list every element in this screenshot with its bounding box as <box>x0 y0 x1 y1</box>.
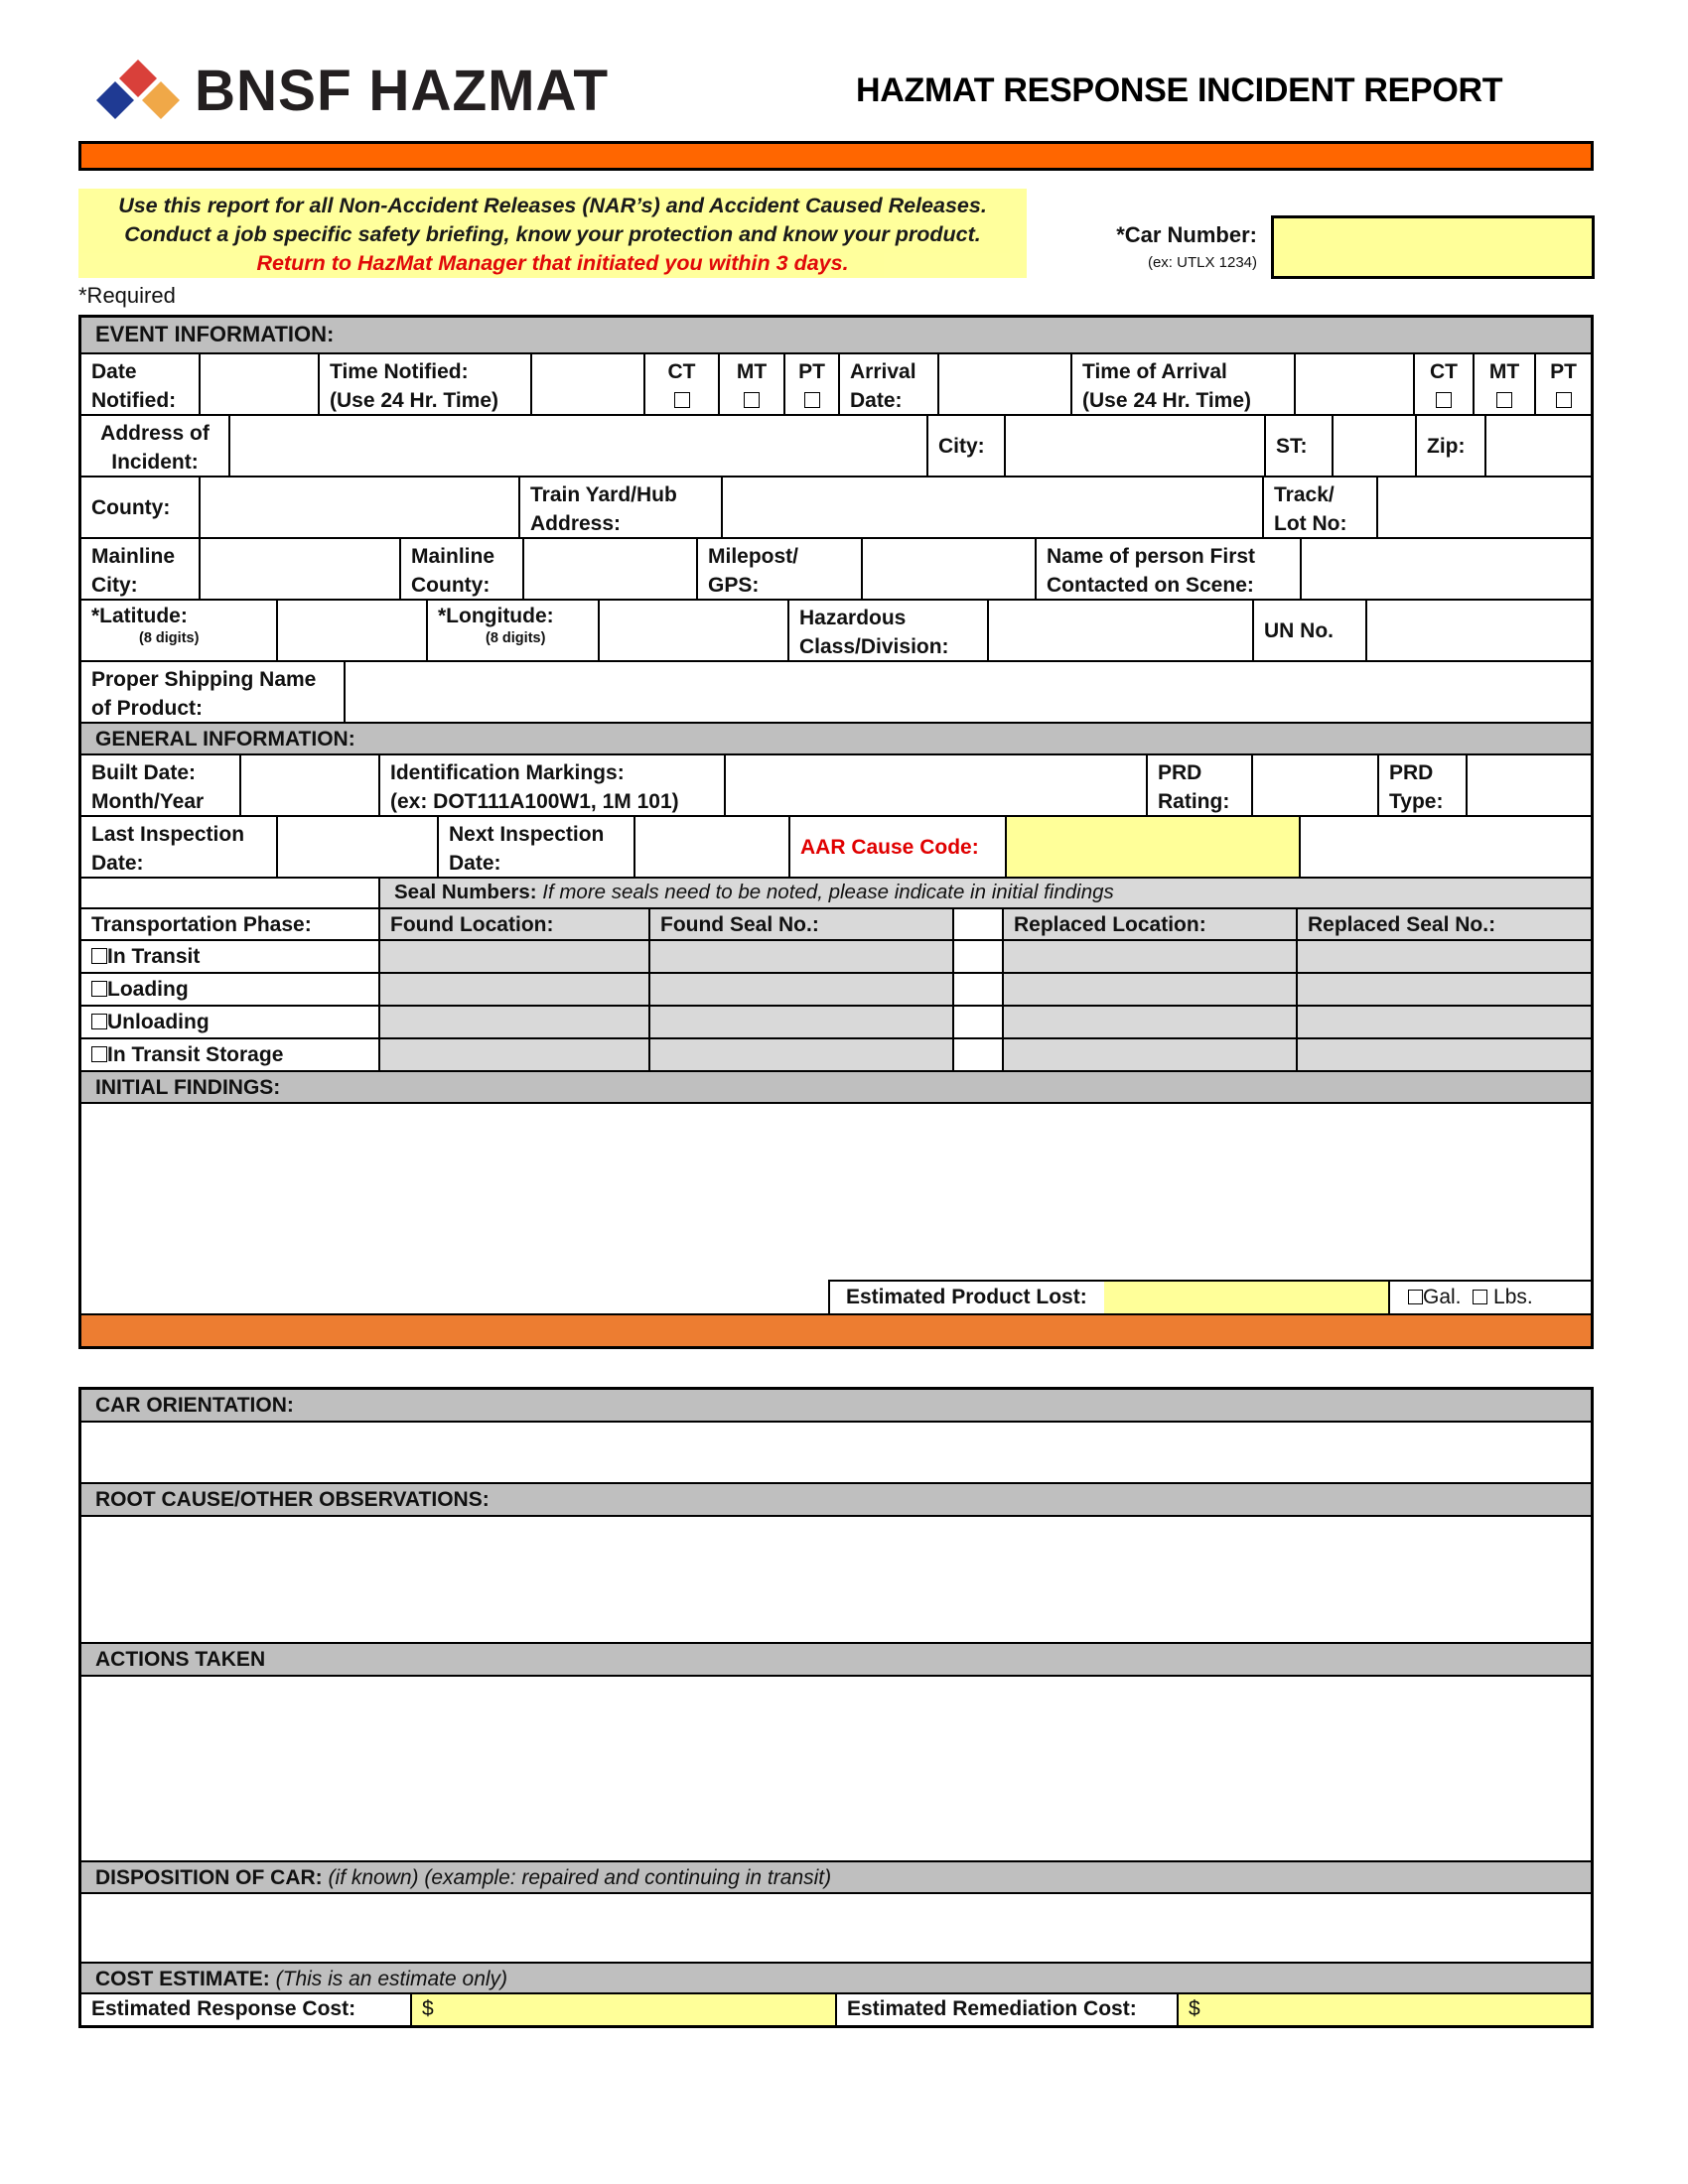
replaced-seal-input[interactable] <box>1298 941 1591 972</box>
phase-in-transit-storage[interactable]: In Transit Storage <box>81 1039 380 1070</box>
cost-row <box>81 1994 1591 2025</box>
transportation-phase-header: Transportation Phase: <box>81 909 380 939</box>
date-notified-label: Date Notified: <box>81 354 201 414</box>
time-notified-label: Time Notified: (Use 24 Hr. Time) <box>320 354 532 414</box>
phase-in-transit[interactable]: In Transit <box>81 941 380 972</box>
disposition-header: DISPOSITION OF CAR: (if known) (example: repaired and continuing in transit) <box>81 1862 1591 1894</box>
city-input[interactable] <box>1006 416 1266 476</box>
checkbox-icon[interactable] <box>804 392 820 408</box>
seal-row-in-transit-storage <box>81 1039 1591 1072</box>
seal-row-unloading <box>81 1007 1591 1039</box>
built-date-label: Built Date: Month/Year <box>81 755 241 815</box>
car-number-input[interactable] <box>1271 215 1595 279</box>
longitude-input[interactable] <box>600 601 789 660</box>
county-input[interactable] <box>201 478 520 537</box>
address-label: Address of Incident: <box>81 416 230 476</box>
actions-taken-input[interactable] <box>81 1677 1591 1862</box>
car-number-label: *Car Number: <box>1116 222 1257 247</box>
replaced-location-input[interactable] <box>1004 974 1298 1005</box>
arrival-tz-pt-option[interactable]: PT <box>1536 354 1591 414</box>
track-lot-label: Track/ Lot No: <box>1264 478 1378 537</box>
event-row-mainline <box>81 539 1591 601</box>
found-seal-input[interactable] <box>650 974 954 1005</box>
root-cause-header: ROOT CAUSE/OTHER OBSERVATIONS: <box>81 1484 1591 1517</box>
checkbox-icon[interactable] <box>91 1046 107 1062</box>
arrival-tz-mt-option[interactable]: MT <box>1475 354 1536 414</box>
event-row-county <box>81 478 1591 539</box>
aar-cause-code-input[interactable] <box>1007 817 1301 877</box>
seal-spacer <box>954 1007 1004 1037</box>
id-markings-label: Identification Markings: (ex: DOT111A100W1, 1M 101) <box>380 755 726 815</box>
st-input[interactable] <box>1334 416 1417 476</box>
product-lost-label: Estimated Product Lost: <box>846 1286 1087 1308</box>
seal-spacer <box>954 909 1004 939</box>
seal-spacer <box>954 941 1004 972</box>
mainline-city-label: Mainline City: <box>81 539 201 599</box>
mainline-county-input[interactable] <box>524 539 698 599</box>
found-location-input[interactable] <box>380 1007 650 1037</box>
prd-rating-label: PRD Rating: <box>1148 755 1253 815</box>
prd-type-input[interactable] <box>1468 755 1591 815</box>
seal-numbers-spacer <box>81 879 380 907</box>
train-yard-label: Train Yard/Hub Address: <box>520 478 723 537</box>
checkbox-lbs-icon[interactable] <box>1473 1290 1487 1304</box>
general-row-markings <box>81 755 1591 817</box>
time-arrival-input[interactable] <box>1296 354 1415 414</box>
found-seal-input[interactable] <box>650 1007 954 1037</box>
general-row-inspection <box>81 817 1591 879</box>
prd-rating-input[interactable] <box>1253 755 1379 815</box>
mainline-county-label: Mainline County: <box>401 539 524 599</box>
milepost-input[interactable] <box>863 539 1037 599</box>
instruction-line-3: Return to HazMat Manager that initiated you within 3 days. <box>256 251 849 275</box>
first-contact-input[interactable] <box>1302 539 1591 599</box>
event-row-dates <box>81 354 1591 416</box>
found-seal-input[interactable] <box>650 1039 954 1070</box>
product-lost-row <box>828 1280 1591 1313</box>
checkbox-gal-icon[interactable] <box>1408 1290 1423 1304</box>
last-inspection-input[interactable] <box>278 817 439 877</box>
instructions-box <box>78 189 1027 278</box>
un-no-input[interactable] <box>1367 601 1591 660</box>
response-cost-label: Estimated Response Cost: <box>81 1994 412 2025</box>
checkbox-icon[interactable] <box>91 948 107 964</box>
latitude-label: *Latitude: (8 digits) <box>81 601 278 660</box>
mainline-city-input[interactable] <box>201 539 401 599</box>
st-label: ST: <box>1266 416 1334 476</box>
shipping-name-label: Proper Shipping Name of Product: <box>81 662 346 722</box>
seal-row-in-transit <box>81 941 1591 974</box>
seal-row-loading <box>81 974 1591 1007</box>
observations-form <box>78 1387 1594 2028</box>
found-location-input[interactable] <box>380 941 650 972</box>
logo-text: BNSF HAZMAT <box>195 59 610 123</box>
first-contact-label: Name of person First Contacted on Scene: <box>1037 539 1302 599</box>
county-label: County: <box>81 478 201 537</box>
event-form <box>78 315 1594 1349</box>
bnsf-hazmat-logo-icon <box>95 60 185 125</box>
initial-findings-input[interactable] <box>81 1104 1591 1315</box>
seal-spacer <box>954 1039 1004 1070</box>
car-orientation-input[interactable] <box>81 1423 1591 1484</box>
found-location-header: Found Location: <box>380 909 650 939</box>
initial-findings-header: INITIAL FINDINGS: <box>81 1072 1591 1104</box>
seal-spacer <box>954 974 1004 1005</box>
event-row-coordinates <box>81 601 1591 662</box>
found-seal-header: Found Seal No.: <box>650 909 954 939</box>
replaced-location-input[interactable] <box>1004 1039 1298 1070</box>
phase-loading[interactable]: Loading <box>81 974 380 1005</box>
seal-numbers-header: Seal Numbers: If more seals need to be noted, please indicate in initial findings <box>380 879 1591 907</box>
replaced-seal-input[interactable] <box>1298 974 1591 1005</box>
cost-estimate-header: COST ESTIMATE: (This is an estimate only) <box>81 1964 1591 1994</box>
un-no-label: UN No. <box>1254 601 1367 660</box>
hazard-class-input[interactable] <box>989 601 1254 660</box>
required-note: *Required <box>78 283 176 308</box>
time-notified-input[interactable] <box>532 354 645 414</box>
checkbox-icon[interactable] <box>674 392 690 408</box>
header-orange-bar <box>78 141 1594 171</box>
checkbox-icon[interactable] <box>91 1014 107 1029</box>
hazard-class-label: Hazardous Class/Division: <box>789 601 989 660</box>
actions-taken-header: ACTIONS TAKEN <box>81 1644 1591 1677</box>
replaced-seal-input[interactable] <box>1298 1007 1591 1037</box>
checkbox-icon[interactable] <box>1436 392 1452 408</box>
built-date-input[interactable] <box>241 755 380 815</box>
replaced-seal-header: Replaced Seal No.: <box>1298 909 1591 939</box>
train-yard-input[interactable] <box>723 478 1264 537</box>
remediation-cost-label: Estimated Remediation Cost: <box>837 1994 1179 2025</box>
found-location-input[interactable] <box>380 974 650 1005</box>
latitude-input[interactable] <box>278 601 428 660</box>
address-input[interactable] <box>230 416 928 476</box>
checkbox-icon[interactable] <box>91 981 107 997</box>
tz-pt-option[interactable]: PT <box>785 354 840 414</box>
event-row-address <box>81 416 1591 478</box>
phase-unloading[interactable]: Unloading <box>81 1007 380 1037</box>
tz-mt-option[interactable]: MT <box>720 354 785 414</box>
event-row-shipping-name <box>81 662 1591 724</box>
aar-cause-code-label: AAR Cause Code: <box>790 817 1007 877</box>
tz-ct-option[interactable]: CT <box>645 354 720 414</box>
city-label: City: <box>928 416 1006 476</box>
next-inspection-label: Next Inspection Date: <box>439 817 635 877</box>
aar-cause-code-extra <box>1301 817 1591 877</box>
replaced-location-input[interactable] <box>1004 1007 1298 1037</box>
checkbox-icon[interactable] <box>1556 392 1572 408</box>
checkbox-icon[interactable] <box>744 392 760 408</box>
instruction-line-1: Use this report for all Non-Accident Releases (NAR’s) and Accident Caused Releases. <box>118 194 987 217</box>
replaced-location-input[interactable] <box>1004 941 1298 972</box>
seal-numbers-row <box>81 879 1591 909</box>
longitude-label: *Longitude: (8 digits) <box>428 601 600 660</box>
car-orientation-header: CAR ORIENTATION: <box>81 1390 1591 1423</box>
id-markings-input[interactable] <box>726 755 1148 815</box>
found-location-input[interactable] <box>380 1039 650 1070</box>
date-notified-input[interactable] <box>201 354 320 414</box>
last-inspection-label: Last Inspection Date: <box>81 817 278 877</box>
product-lost-input[interactable] <box>1104 1282 1390 1313</box>
page1-orange-footer-bar <box>81 1315 1591 1346</box>
zip-input[interactable] <box>1486 416 1591 476</box>
remediation-cost-input[interactable]: $ <box>1179 1994 1591 2025</box>
product-lost-units: Gal. Lbs. <box>1390 1282 1591 1313</box>
shipping-name-input[interactable] <box>346 662 1591 722</box>
arrival-date-label: Arrival Date: <box>840 354 939 414</box>
zip-label: Zip: <box>1417 416 1486 476</box>
time-arrival-label: Time of Arrival (Use 24 Hr. Time) <box>1072 354 1296 414</box>
checkbox-icon[interactable] <box>1496 392 1512 408</box>
milepost-label: Milepost/ GPS: <box>698 539 863 599</box>
arrival-date-input[interactable] <box>939 354 1072 414</box>
replaced-seal-input[interactable] <box>1298 1039 1591 1070</box>
disposition-input[interactable] <box>81 1894 1591 1964</box>
found-seal-input[interactable] <box>650 941 954 972</box>
instruction-line-2: Conduct a job specific safety briefing, know your protection and know your product. <box>124 222 981 246</box>
general-information-header: GENERAL INFORMATION: <box>81 724 1591 755</box>
track-lot-input[interactable] <box>1378 478 1591 537</box>
root-cause-input[interactable] <box>81 1517 1591 1644</box>
prd-type-label: PRD Type: <box>1379 755 1468 815</box>
response-cost-input[interactable]: $ <box>412 1994 837 2025</box>
car-number-example: (ex: UTLX 1234) <box>1147 254 1257 271</box>
next-inspection-input[interactable] <box>635 817 790 877</box>
seal-table-header <box>81 909 1591 941</box>
arrival-tz-ct-option[interactable]: CT <box>1415 354 1475 414</box>
report-title: HAZMAT RESPONSE INCIDENT REPORT <box>856 71 1503 109</box>
event-information-header: EVENT INFORMATION: <box>81 318 1591 354</box>
replaced-location-header: Replaced Location: <box>1004 909 1298 939</box>
